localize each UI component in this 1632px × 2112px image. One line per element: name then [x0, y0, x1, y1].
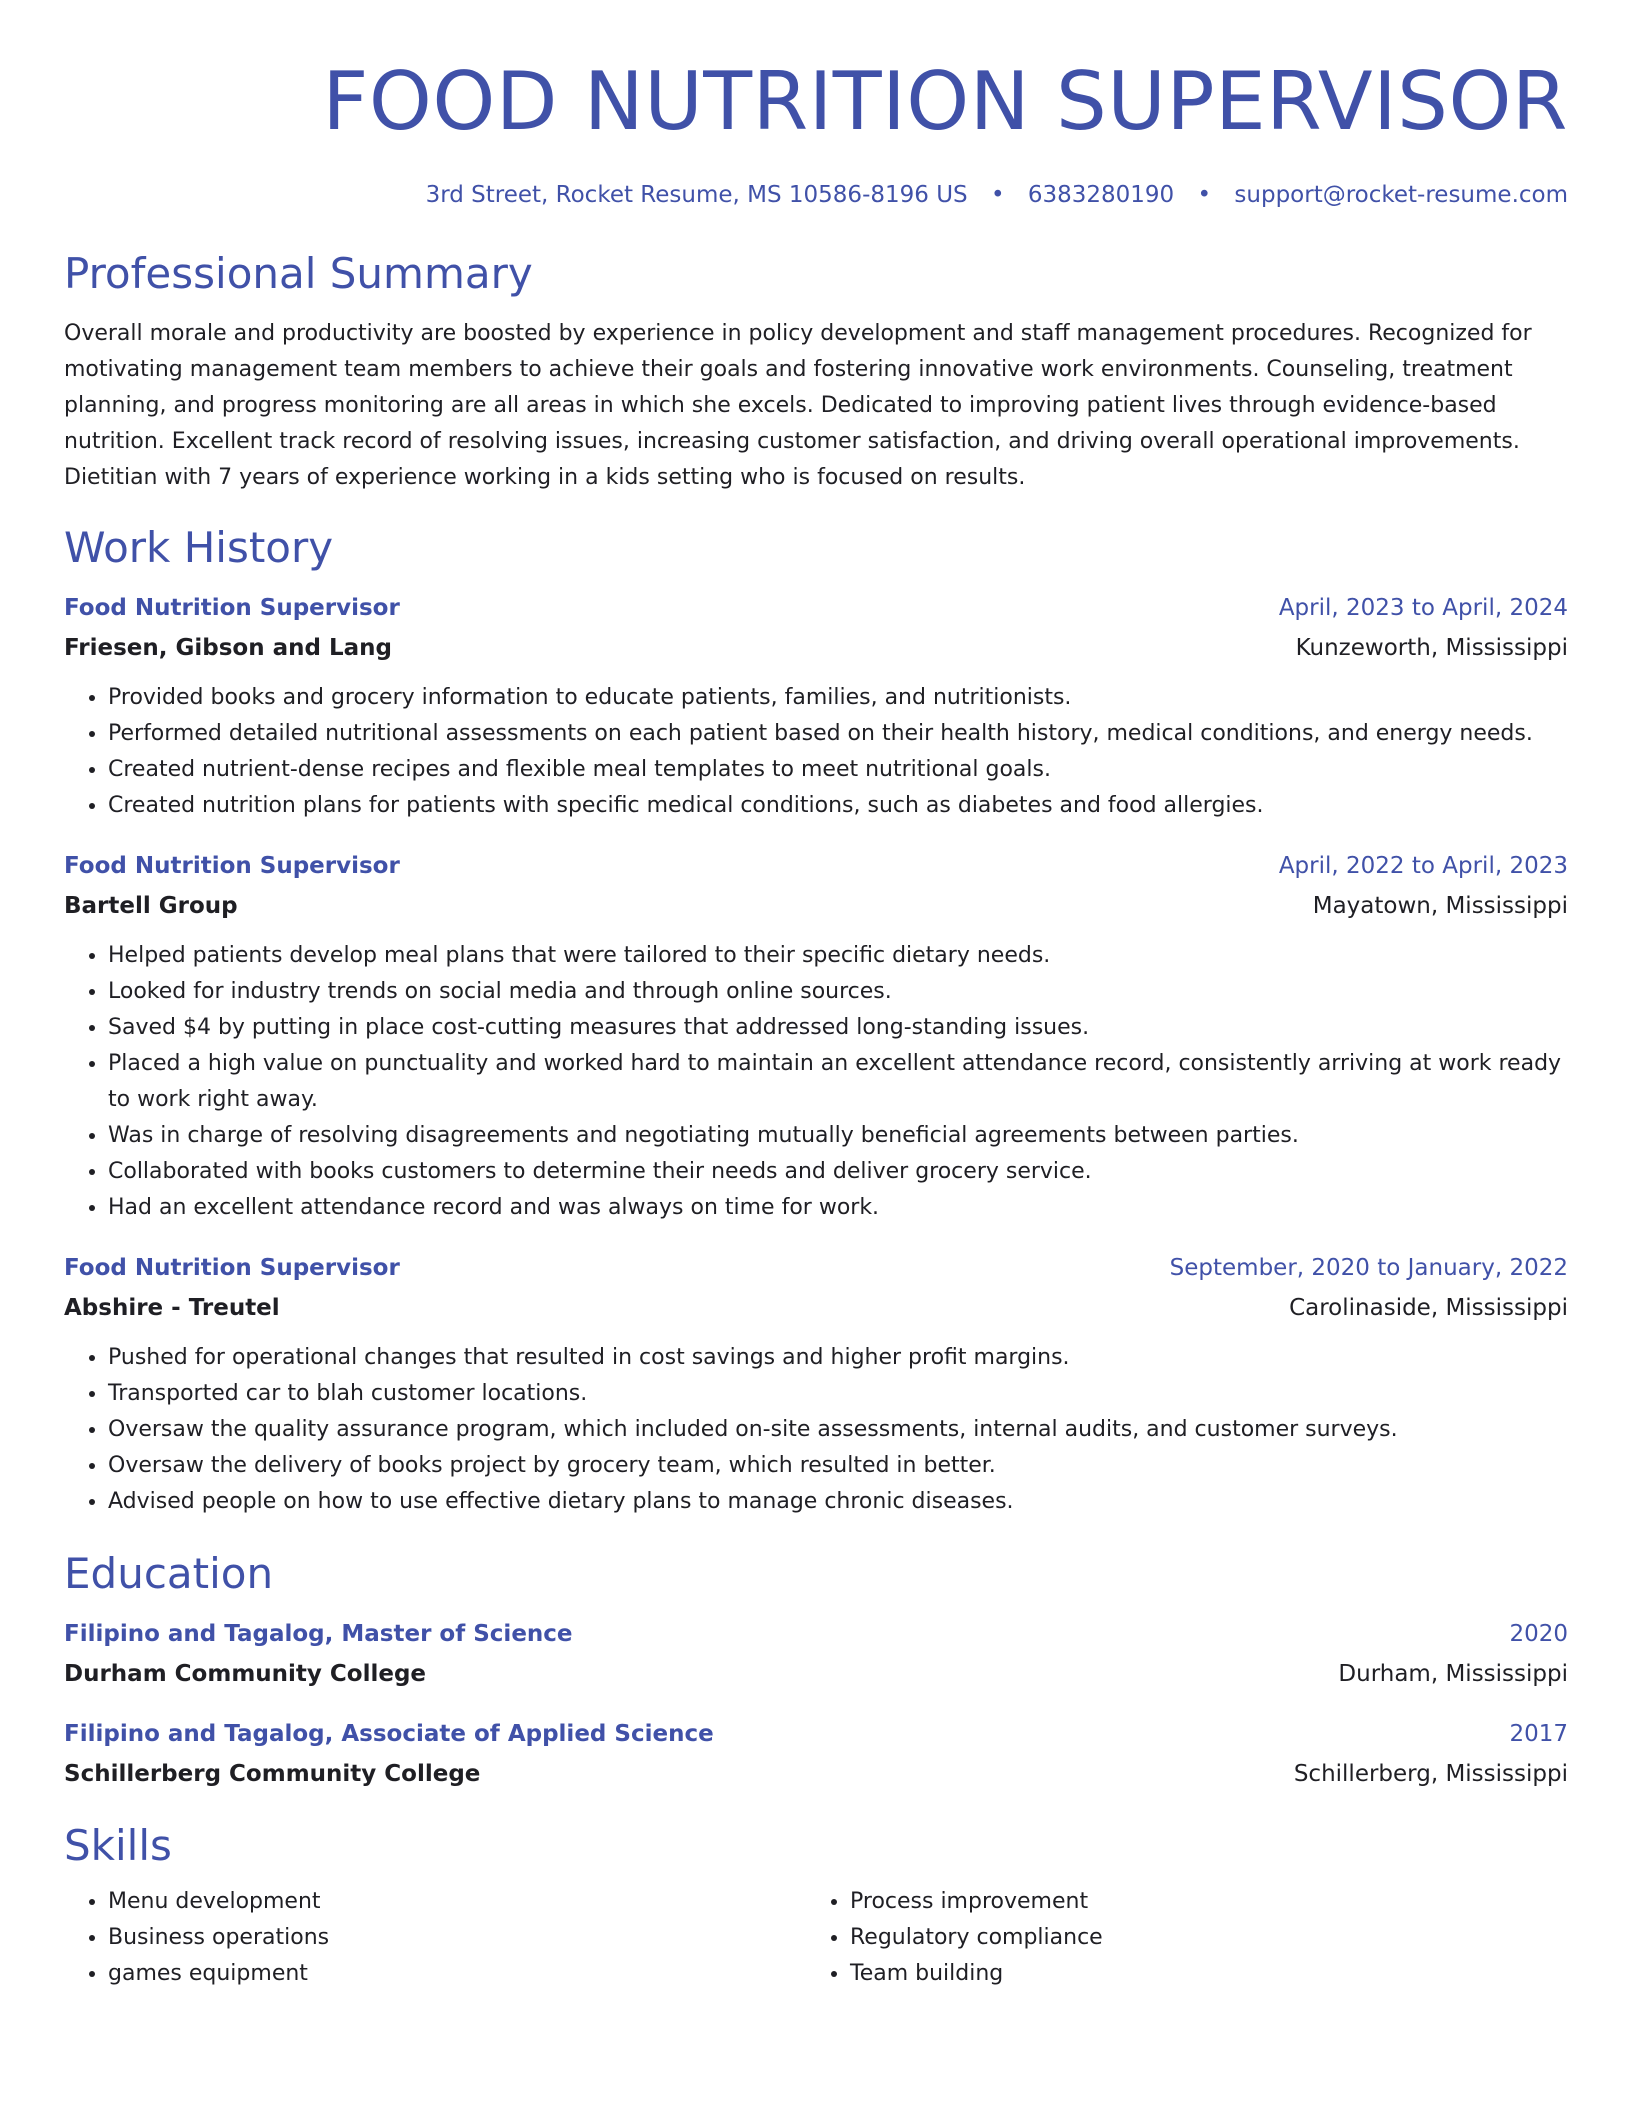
- skills-column-left: [64, 1884, 806, 1992]
- job-company: Abshire - Treutel: [64, 1295, 280, 1321]
- job-bullets: [64, 680, 1568, 824]
- job-bullet: • Looked for industry trends on social media and through online sources.: [108, 974, 1568, 1010]
- job-location: Mayatown, Mississippi: [1312, 893, 1568, 919]
- job-bullet: • Created nutrition plans for patients with specific medical conditions, such as diabetes and food allergies.: [108, 788, 1568, 824]
- contact-separator: •: [1197, 182, 1212, 208]
- education-school: Durham Community College: [64, 1661, 427, 1687]
- education-entry: [64, 1716, 1568, 1792]
- contact-line: [64, 180, 1568, 210]
- skills-list: [64, 1884, 806, 1992]
- summary-heading: Professional Summary: [64, 249, 533, 298]
- job-bullet: • Created nutrient-dense recipes and flexible meal templates to meet nutritional goals.: [108, 752, 1568, 788]
- contact-phone: 6383280190: [1027, 182, 1175, 208]
- skill-item: • games equipment: [108, 1956, 806, 1992]
- skill-item: • Business operations: [108, 1920, 806, 1956]
- job-bullet: • Collaborated with books customers to determine their needs and deliver grocery service.: [108, 1154, 1568, 1190]
- job-bullet: • Was in charge of resolving disagreements and negotiating mutually beneficial agreements between parties.: [108, 1118, 1568, 1154]
- skills-heading: Skills: [64, 1821, 172, 1870]
- job-title: Food Nutrition Supervisor: [64, 595, 400, 621]
- contact-address: 3rd Street, Rocket Resume, MS 10586-8196 US: [425, 182, 968, 208]
- skills-list: [806, 1884, 1548, 1992]
- job-bullet: • Had an excellent attendance record and was always on time for work.: [108, 1190, 1568, 1226]
- job-dates: April, 2022 to April, 2023: [1278, 853, 1568, 879]
- education-degree: Filipino and Tagalog, Associate of Applied Science: [64, 1721, 714, 1747]
- education-location: Durham, Mississippi: [1338, 1661, 1568, 1687]
- job-bullet: • Placed a high value on punctuality and worked hard to maintain an excellent attendance record, consistently arriving at work ready to work right away.: [108, 1046, 1568, 1118]
- job-location: Carolinaside, Mississippi: [1289, 1295, 1568, 1321]
- education-entry: [64, 1616, 1568, 1692]
- job-bullet: • Helped patients develop meal plans that were tailored to their specific dietary needs.: [108, 938, 1568, 974]
- skills-column-right: [806, 1884, 1548, 1992]
- job-bullet: • Performed detailed nutritional assessments on each patient based on their health history, medical conditions, and energy needs.: [108, 716, 1568, 752]
- contact-separator: •: [990, 182, 1005, 208]
- work-history-heading: Work History: [64, 523, 334, 572]
- job-title: Food Nutrition Supervisor: [64, 853, 400, 879]
- skill-item: • Regulatory compliance: [850, 1920, 1548, 1956]
- job-bullet: • Transported car to blah customer locations.: [108, 1376, 1568, 1412]
- job-dates: September, 2020 to January, 2022: [1169, 1255, 1568, 1281]
- education-heading: Education: [64, 1549, 274, 1598]
- job-entry: [64, 848, 1568, 1226]
- skill-item: • Menu development: [108, 1884, 806, 1920]
- job-bullet: • Oversaw the delivery of books project by grocery team, which resulted in better.: [108, 1448, 1568, 1484]
- education-location: Schillerberg, Mississippi: [1293, 1761, 1568, 1787]
- job-company: Bartell Group: [64, 893, 238, 919]
- job-bullets: [64, 938, 1568, 1226]
- summary-text: Overall morale and productivity are boosted by experience in policy development and staff management procedures. Recognized for motivating management team members to achieve their goals and fostering innovative work environments. Counseling, treatment planning, and progress monitoring are all areas in which she excels. Dedicated to improving patient lives through evidence-based nutrition. Excellent track record of resolving issues, increasing customer satisfaction, and driving overall operational improvements. Dietitian with 7 years of experience working in a kids setting who is focused on results.: [64, 321, 1532, 490]
- contact-email: support@rocket-resume.com: [1234, 182, 1568, 208]
- job-title: Food Nutrition Supervisor: [64, 1255, 400, 1281]
- job-bullet: • Saved $4 by putting in place cost-cutting measures that addressed long-standing issues.: [108, 1010, 1568, 1046]
- skills-grid: [64, 1884, 1568, 1992]
- education-year: 2017: [1509, 1721, 1568, 1747]
- job-bullets: [64, 1340, 1568, 1520]
- job-company: Friesen, Gibson and Lang: [64, 635, 392, 661]
- skill-item: • Team building: [850, 1956, 1548, 1992]
- job-entry: [64, 590, 1568, 824]
- job-location: Kunzeworth, Mississippi: [1295, 635, 1568, 661]
- resume-page: [64, 0, 1568, 1992]
- job-bullet: • Advised people on how to use effective dietary plans to manage chronic diseases.: [108, 1484, 1568, 1520]
- resume-title: FOOD NUTRITION SUPERVISOR: [322, 55, 1568, 148]
- job-bullet: • Pushed for operational changes that resulted in cost savings and higher profit margins.: [108, 1340, 1568, 1376]
- job-entry: [64, 1250, 1568, 1520]
- education-degree: Filipino and Tagalog, Master of Science: [64, 1621, 573, 1647]
- skill-item: • Process improvement: [850, 1884, 1548, 1920]
- education-school: Schillerberg Community College: [64, 1761, 481, 1787]
- job-bullet: • Oversaw the quality assurance program, which included on-site assessments, internal audits, and customer surveys.: [108, 1412, 1568, 1448]
- job-bullet: • Provided books and grocery information to educate patients, families, and nutritionists.: [108, 680, 1568, 716]
- education-year: 2020: [1509, 1621, 1568, 1647]
- job-dates: April, 2023 to April, 2024: [1278, 595, 1568, 621]
